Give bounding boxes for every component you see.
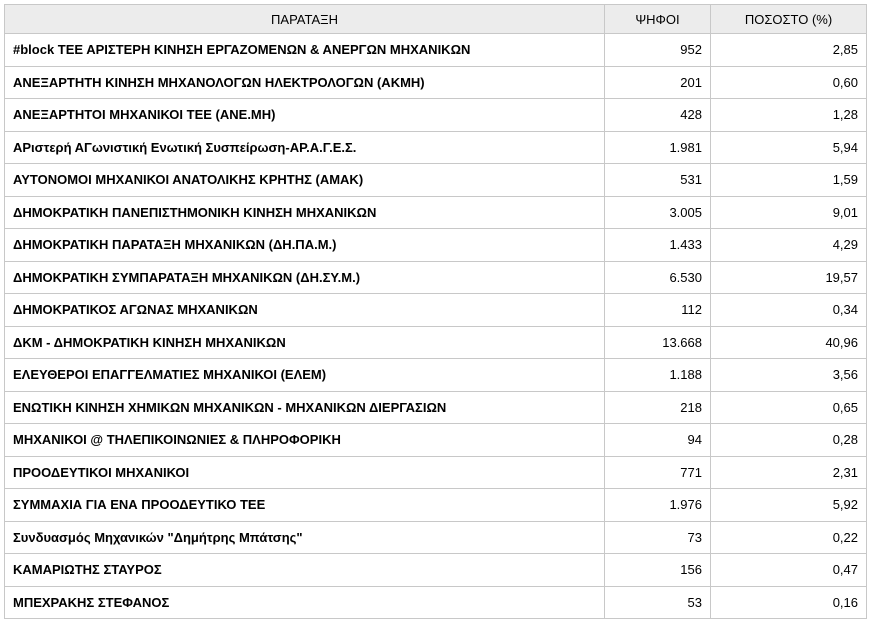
table-row <box>5 489 867 522</box>
percent-cell: 0,47 <box>711 554 867 587</box>
table-row <box>5 229 867 262</box>
percent-cell: 0,60 <box>711 66 867 99</box>
percent-cell: 0,16 <box>711 586 867 619</box>
percent-cell: 1,59 <box>711 164 867 197</box>
table-row <box>5 66 867 99</box>
party-name-cell: ΑΡιστερή ΑΓωνιστική Ενωτική Συσπείρωση-ΑΡ.Α.Γ.Ε.Σ. <box>5 131 605 164</box>
table-row <box>5 131 867 164</box>
party-name-cell: ΣΥΜΜΑΧΙΑ ΓΙΑ ΕΝΑ ΠΡΟΟΔΕΥΤΙΚΟ ΤΕΕ <box>5 489 605 522</box>
party-name-cell: ΠΡΟΟΔΕΥΤΙΚΟΙ ΜΗΧΑΝΙΚΟΙ <box>5 456 605 489</box>
table-row <box>5 456 867 489</box>
table-row <box>5 326 867 359</box>
votes-cell: 218 <box>605 391 711 424</box>
votes-cell: 13.668 <box>605 326 711 359</box>
percent-cell: 4,29 <box>711 229 867 262</box>
party-name-cell: ΔΗΜΟΚΡΑΤΙΚΟΣ ΑΓΩΝΑΣ ΜΗΧΑΝΙΚΩΝ <box>5 294 605 327</box>
table-row <box>5 261 867 294</box>
party-name-cell: ΕΛΕΥΘΕΡΟΙ ΕΠΑΓΓΕΛΜΑΤΙΕΣ ΜΗΧΑΝΙΚΟΙ (ΕΛΕΜ) <box>5 359 605 392</box>
table-row <box>5 359 867 392</box>
votes-cell: 1.188 <box>605 359 711 392</box>
percent-cell: 2,31 <box>711 456 867 489</box>
party-name-cell: ΕΝΩΤΙΚΗ ΚΙΝΗΣΗ ΧΗΜΙΚΩΝ ΜΗΧΑΝΙΚΩΝ - ΜΗΧΑΝΙΚΩΝ ΔΙΕΡΓΑΣΙΩΝ <box>5 391 605 424</box>
party-name-cell: ΜΗΧΑΝΙΚΟΙ @ ΤΗΛΕΠΙΚΟΙΝΩΝΙΕΣ & ΠΛΗΡΟΦΟΡΙΚΗ <box>5 424 605 457</box>
table-row <box>5 164 867 197</box>
votes-cell: 1.433 <box>605 229 711 262</box>
party-name-cell: ΔΚΜ - ΔΗΜΟΚΡΑΤΙΚΗ ΚΙΝΗΣΗ ΜΗΧΑΝΙΚΩΝ <box>5 326 605 359</box>
votes-cell: 1.981 <box>605 131 711 164</box>
votes-cell: 771 <box>605 456 711 489</box>
table-row <box>5 521 867 554</box>
votes-cell: 6.530 <box>605 261 711 294</box>
votes-cell: 3.005 <box>605 196 711 229</box>
percent-cell: 9,01 <box>711 196 867 229</box>
votes-cell: 156 <box>605 554 711 587</box>
votes-cell: 53 <box>605 586 711 619</box>
table-row <box>5 424 867 457</box>
party-name-cell: ΚΑΜΑΡΙΩΤΗΣ ΣΤΑΥΡΟΣ <box>5 554 605 587</box>
table-row <box>5 34 867 67</box>
table-row <box>5 554 867 587</box>
percent-cell: 5,92 <box>711 489 867 522</box>
table-row <box>5 391 867 424</box>
results-table-header <box>5 5 867 34</box>
votes-cell: 952 <box>605 34 711 67</box>
percent-cell: 0,22 <box>711 521 867 554</box>
party-name-cell: ΔΗΜΟΚΡΑΤΙΚΗ ΣΥΜΠΑΡΑΤΑΞΗ ΜΗΧΑΝΙΚΩΝ (ΔΗ.ΣΥ.Μ.) <box>5 261 605 294</box>
percent-cell: 3,56 <box>711 359 867 392</box>
percent-cell: 0,34 <box>711 294 867 327</box>
header-row <box>5 5 867 34</box>
party-name-cell: ΑΝΕΞΑΡΤΗΤΗ ΚΙΝΗΣΗ ΜΗΧΑΝΟΛΟΓΩΝ ΗΛΕΚΤΡΟΛΟΓΩΝ (ΑΚΜΗ) <box>5 66 605 99</box>
percent-cell: 0,65 <box>711 391 867 424</box>
percent-cell: 5,94 <box>711 131 867 164</box>
party-name-cell: ΑΥΤΟΝΟΜΟΙ ΜΗΧΑΝΙΚΟΙ ΑΝΑΤΟΛΙΚΗΣ ΚΡΗΤΗΣ (ΑΜΑΚ) <box>5 164 605 197</box>
table-row <box>5 294 867 327</box>
header-votes: ΨΗΦΟΙ <box>605 5 711 34</box>
party-name-cell: ΔΗΜΟΚΡΑΤΙΚΗ ΠΑΝΕΠΙΣΤΗΜΟΝΙΚΗ ΚΙΝΗΣΗ ΜΗΧΑΝΙΚΩΝ <box>5 196 605 229</box>
results-table-body <box>5 34 867 619</box>
votes-cell: 112 <box>605 294 711 327</box>
percent-cell: 1,28 <box>711 99 867 132</box>
votes-cell: 73 <box>605 521 711 554</box>
party-name-cell: ΜΠΕΧΡΑΚΗΣ ΣΤΕΦΑΝΟΣ <box>5 586 605 619</box>
percent-cell: 2,85 <box>711 34 867 67</box>
table-row <box>5 586 867 619</box>
percent-cell: 40,96 <box>711 326 867 359</box>
party-name-cell: ΔΗΜΟΚΡΑΤΙΚΗ ΠΑΡΑΤΑΞΗ ΜΗΧΑΝΙΚΩΝ (ΔΗ.ΠΑ.Μ.) <box>5 229 605 262</box>
votes-cell: 428 <box>605 99 711 132</box>
percent-cell: 0,28 <box>711 424 867 457</box>
percent-cell: 19,57 <box>711 261 867 294</box>
results-table <box>4 4 867 619</box>
votes-cell: 531 <box>605 164 711 197</box>
votes-cell: 94 <box>605 424 711 457</box>
header-percent: ΠΟΣΟΣΤΟ (%) <box>711 5 867 34</box>
header-party: ΠΑΡΑΤΑΞΗ <box>5 5 605 34</box>
party-name-cell: ΑΝΕΞΑΡΤΗΤΟΙ ΜΗΧΑΝΙΚΟΙ ΤΕΕ (ΑΝΕ.ΜΗ) <box>5 99 605 132</box>
votes-cell: 201 <box>605 66 711 99</box>
party-name-cell: Συνδυασμός Μηχανικών "Δημήτρης Μπάτσης" <box>5 521 605 554</box>
table-row <box>5 196 867 229</box>
table-row <box>5 99 867 132</box>
party-name-cell: #block ΤΕΕ ΑΡΙΣΤΕΡΗ ΚΙΝΗΣΗ ΕΡΓΑΖΟΜΕΝΩΝ & ΑΝΕΡΓΩΝ ΜΗΧΑΝΙΚΩΝ <box>5 34 605 67</box>
votes-cell: 1.976 <box>605 489 711 522</box>
